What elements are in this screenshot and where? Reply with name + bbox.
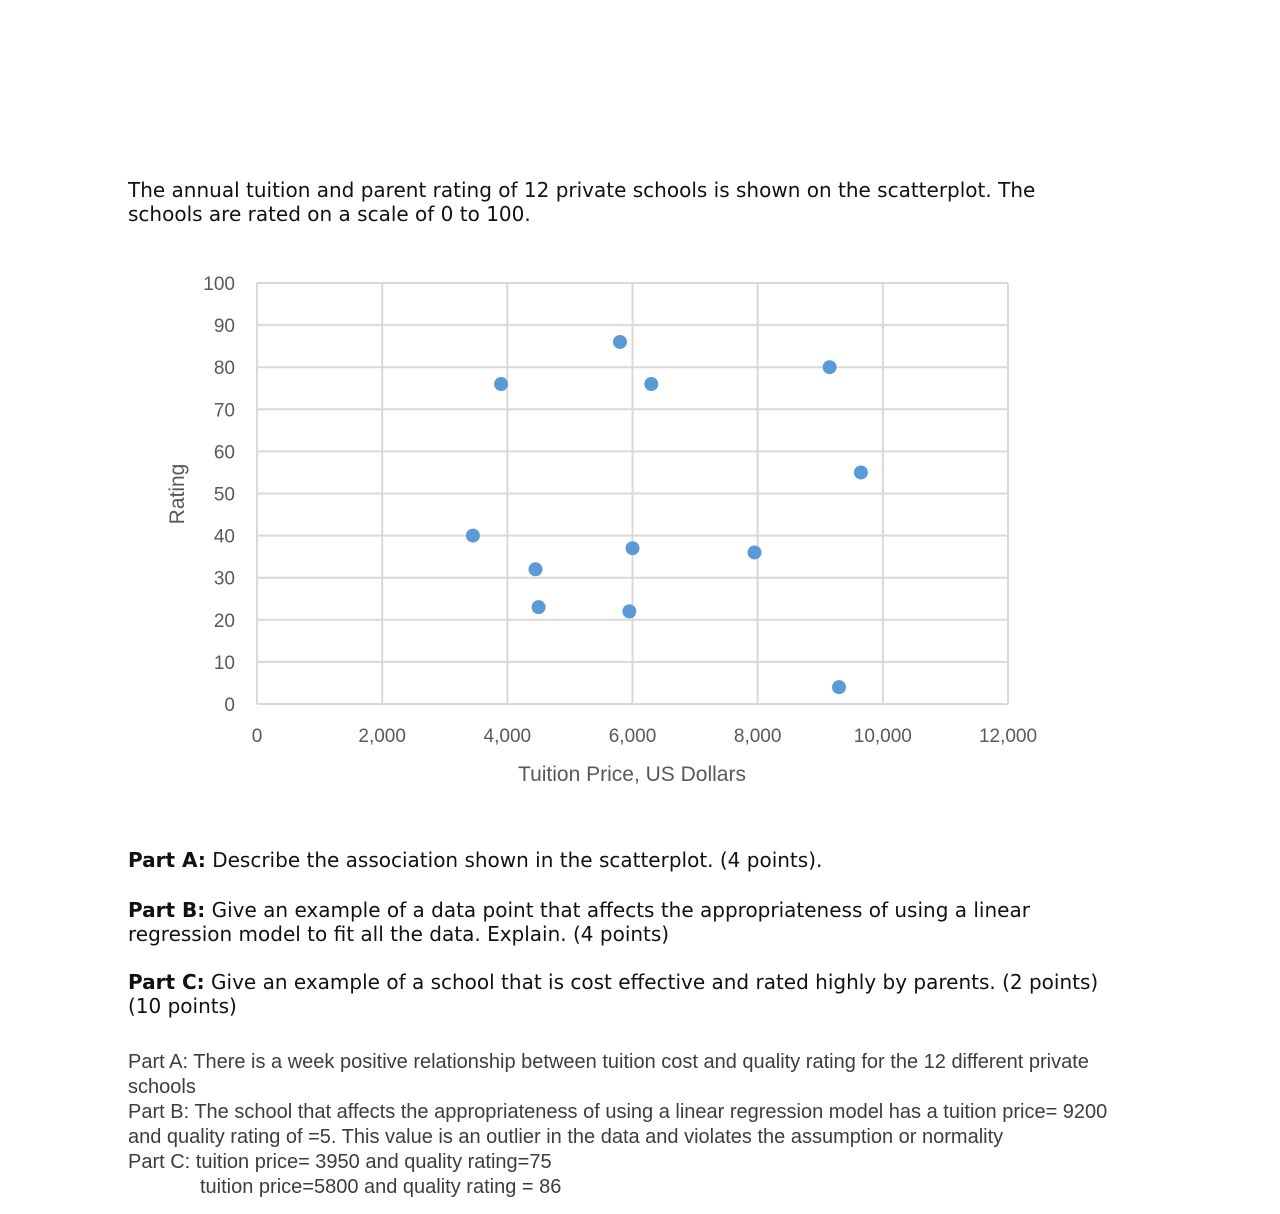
- y-tick-label: 0: [224, 695, 235, 716]
- data-point: [854, 465, 868, 479]
- part-c-label: Part C:: [128, 970, 205, 994]
- y-tick-label: 100: [203, 274, 235, 295]
- answer-part-b: Part B: The school that affects the appropriateness of using a linear regression model has a tuition price= 9200 and quality rating of =5. This value is an outlier in the data and violates the assumption or normality: [128, 1101, 1108, 1148]
- data-point: [644, 377, 658, 391]
- data-point: [823, 360, 837, 374]
- data-point: [832, 680, 846, 694]
- x-axis-ticks: [252, 726, 1037, 747]
- y-tick-label: 40: [213, 526, 235, 548]
- data-point: [613, 335, 627, 349]
- part-a-label: Part A:: [128, 848, 206, 872]
- data-point: [494, 377, 508, 391]
- data-point: [626, 541, 640, 555]
- y-tick-label: 80: [213, 358, 235, 380]
- y-tick-label: 60: [213, 442, 235, 464]
- part-c-text: Give an example of a school that is cost effective and rated highly by parents. (2 points) (10 points): [128, 970, 1099, 1018]
- part-a-text: Describe the association shown in the scatterplot. (4 points).: [205, 848, 823, 872]
- answer-block: [128, 1050, 1108, 1200]
- intro-paragraph: The annual tuition and parent rating of 12 private schools is shown on the scatterplot. The schools are rated on a scale of 0 to 100.: [128, 178, 1036, 226]
- x-axis-label: Tuition Price, US Dollars: [518, 763, 746, 786]
- x-tick-label: 10,000: [853, 726, 912, 747]
- part-b-text: Give an example of a data point that affects the appropriateness of using a linear regression model to fit all the data. Explain. (4 points): [128, 898, 1030, 946]
- chart-gridlines: [257, 283, 1008, 704]
- question-part-a: [128, 848, 1108, 872]
- data-point: [532, 600, 546, 614]
- y-tick-label: 50: [213, 484, 235, 506]
- data-point: [622, 604, 636, 618]
- data-point: [748, 545, 762, 559]
- answer-part-c-line2: tuition price=5800 and quality rating = 86: [200, 1176, 562, 1198]
- y-tick-label: 10: [213, 652, 235, 674]
- answer-part-c-line1: Part C: tuition price= 3950 and quality rating=75: [128, 1151, 552, 1173]
- x-tick-label: 2,000: [358, 726, 406, 747]
- scatterplot-chart: [140, 260, 1060, 800]
- x-tick-label: 12,000: [978, 726, 1038, 747]
- x-tick-label: 8,000: [733, 726, 782, 747]
- x-tick-label: 4,000: [483, 726, 532, 747]
- y-tick-label: 70: [213, 400, 235, 422]
- y-tick-label: 90: [213, 316, 235, 338]
- data-points: [466, 335, 868, 694]
- y-axis-label: Rating: [166, 463, 189, 525]
- data-point: [466, 529, 480, 543]
- data-point: [528, 562, 542, 576]
- y-tick-label: 20: [213, 610, 235, 632]
- answer-part-a: Part A: There is a week positive relationship between tuition cost and quality rating for the 12 different private schools: [128, 1051, 1089, 1098]
- x-tick-label: 0: [251, 726, 263, 747]
- y-tick-label: 30: [213, 568, 235, 590]
- y-axis-ticks: [203, 274, 235, 716]
- part-b-label: Part B:: [128, 898, 206, 922]
- x-tick-label: 6,000: [608, 726, 657, 747]
- question-part-b: [128, 898, 1108, 946]
- question-part-c: [128, 970, 1108, 1018]
